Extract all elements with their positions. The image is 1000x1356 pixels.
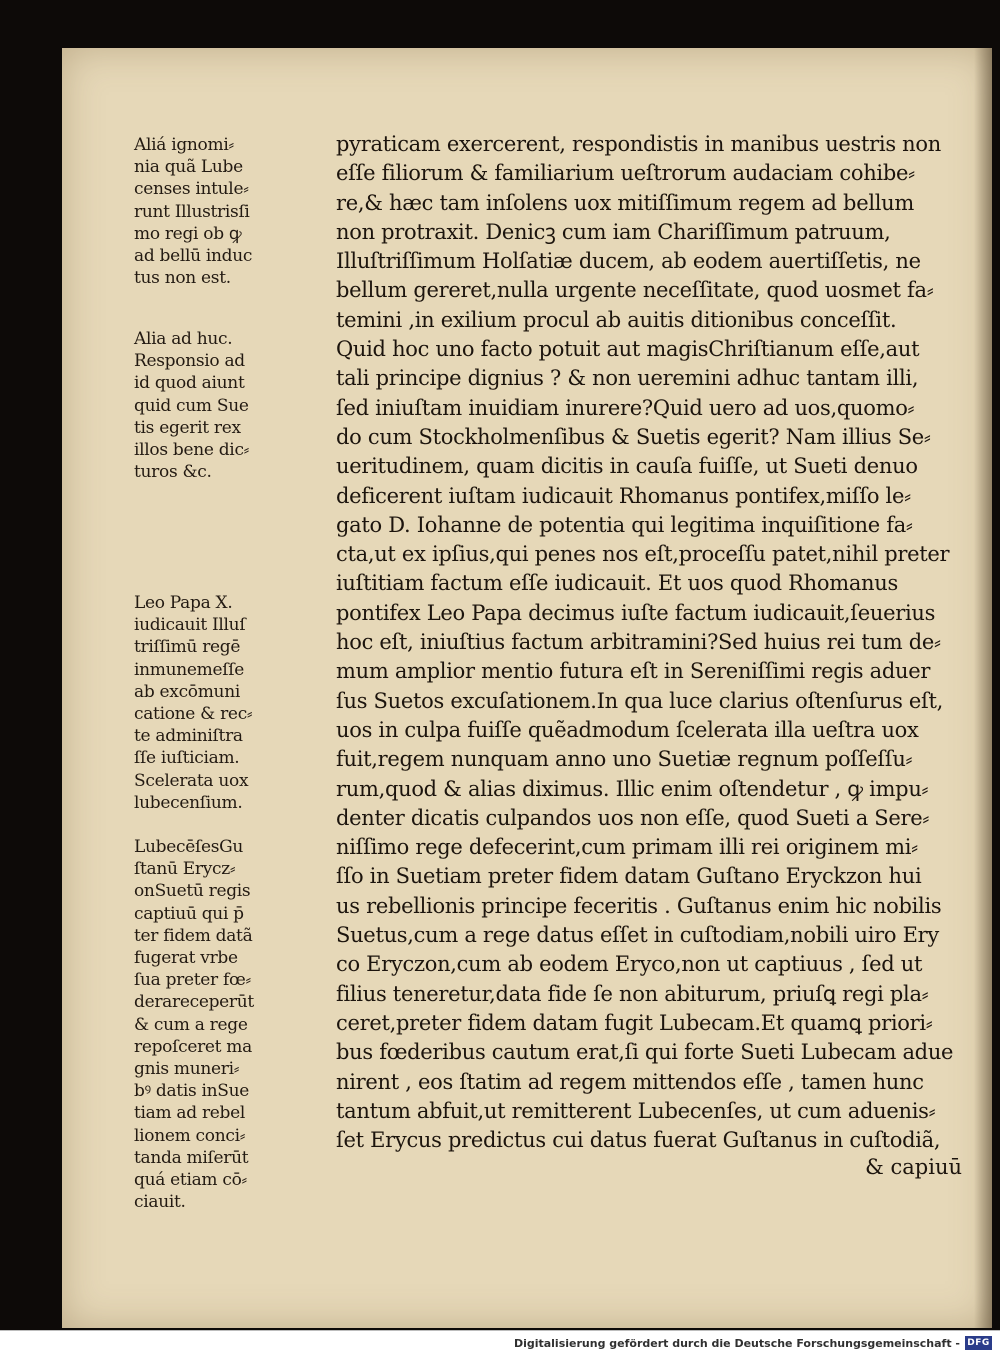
body-line: pyraticam exercerent, respondistis in manibus uestris non xyxy=(336,132,941,156)
page-edge-shadow xyxy=(974,48,992,1328)
body-line: do cum Stockholmenſibus & Suetis egerit? Nam illius Se⸗ xyxy=(336,424,931,449)
margin-note-line: inmunemeſſe xyxy=(134,659,244,680)
margin-note-line: bꝰ datis inSue xyxy=(134,1081,250,1102)
body-line: ſet Erycus predictus cui datus fuerat Guſtanus in cuſtodiã, xyxy=(336,1128,941,1153)
margin-note-line: ſſe iuſticiam. xyxy=(134,748,240,769)
body-line: Suetus,cum a rege datus eſſet in cuſtodiam,nobili uiro Ery xyxy=(336,923,939,948)
catchword: & capiuū xyxy=(865,1155,962,1179)
margin-note-line: iudicauit Illuſ xyxy=(134,615,246,636)
body-line: Quid hoc uno facto potuit aut magisChriſtianum eſſe,aut xyxy=(336,337,920,362)
body-line: hoc eſt, iniuſtius factum arbitramini?Sed huius rei tum de⸗ xyxy=(336,630,941,655)
margin-note-line: quid cum Sue xyxy=(134,395,249,416)
body-line: non protraxit. Denicꝫ cum iam Chariſſimum patruum, xyxy=(336,219,891,244)
body-line: niſſimo rege defecerint,cum primam illi rei originem mi⸗ xyxy=(336,835,918,860)
margin-note-1 xyxy=(134,134,324,289)
body-line: uos in culpa fuiſſe quẽadmodum ſcelerata illa ueſtra uox xyxy=(336,717,919,742)
margin-note-line: ſtanū Erycz⸗ xyxy=(134,859,236,880)
margin-note-line: tis egerit rex xyxy=(134,417,241,438)
body-text xyxy=(336,130,976,1155)
dfg-logo: DFG xyxy=(965,1336,992,1350)
body-line: Illuſtriſſimum Holſatiæ ducem, ab eodem auertiſſetis, ne xyxy=(336,249,921,274)
body-line: gato D. Iohanne de potentia qui legitima inquiſitione fa⸗ xyxy=(336,512,913,537)
margin-note-line: turos &c. xyxy=(134,462,212,483)
margin-note-line: LubecēſesGu xyxy=(134,837,244,857)
margin-note-line: tiam ad rebel xyxy=(134,1103,246,1124)
body-line: ceret,preter fidem datam fugit Lubecam.Et quamꝗ priori⸗ xyxy=(336,1010,933,1035)
footer-funding-text: Digitalisierung gefördert durch die Deutsche Forschungsgemeinschaft - xyxy=(513,1337,960,1350)
body-line: bellum gereret,nulla urgente neceſſitate, quod uosmet fa⸗ xyxy=(336,278,934,303)
body-line: denter dicatis culpandos uos non eſſe, quod Sueti a Sere⸗ xyxy=(336,805,930,830)
margin-note-line: & cum a rege xyxy=(134,1014,248,1035)
margin-note-line: Alia ad huc. xyxy=(134,329,233,349)
body-line: ueritudinem, quam dicitis in cauſa fuiſſe, ut Sueti denuo xyxy=(336,454,918,479)
body-line: rum,quod & alias diximus. Illic enim oſtendetur , ꝙ impu⸗ xyxy=(336,776,929,801)
margin-note-line: quá etiam cō⸗ xyxy=(134,1170,247,1191)
margin-note-4 xyxy=(134,836,324,1213)
margin-note-line: lubecenſium. xyxy=(134,792,243,813)
margin-note-3 xyxy=(134,592,324,814)
body-line: filius teneretur,data fide ſe non abiturum, priuſꝗ regi pla⸗ xyxy=(336,981,929,1006)
margin-note-line: illos bene dic⸗ xyxy=(134,440,250,461)
body-line: pontifex Leo Papa decimus iuſte factum iudicauit,ſeuerius xyxy=(336,600,936,625)
body-line: us rebellionis principe feceritis . Guſtanus enim hic nobilis xyxy=(336,893,942,918)
margin-note-line: tanda miſerūt xyxy=(134,1147,249,1168)
margin-note-line: te adminiſtra xyxy=(134,726,243,747)
margin-note-line: catione & rec⸗ xyxy=(134,704,253,725)
body-line: iuſtitiam factum eſſe iudicauit. Et uos quod Rhomanus xyxy=(336,571,898,596)
body-line: co Eryczon,cum ab eodem Eryco,non ut captiuus , ſed ut xyxy=(336,952,923,977)
margin-note-line: nia quã Lube xyxy=(134,157,243,178)
margin-note-line: censes intule⸗ xyxy=(134,179,249,200)
body-line: fuit,regem nunquam anno uno Suetiæ regnum poſſeſſu⸗ xyxy=(336,747,913,772)
body-line: cta,ut ex ipſius,qui penes nos eſt,proceſſu patet,nihil preter xyxy=(336,542,950,567)
body-line: ſed iniuſtam inuidiam inurere?Quid uero ad uos,quomo⸗ xyxy=(336,395,915,420)
body-line: re,& hæc tam inſolens uox mitiſſimum regem ad bellum xyxy=(336,190,914,215)
margin-note-line: Aliá ignomi⸗ xyxy=(134,135,234,155)
margin-note-line: id quod aiunt xyxy=(134,373,245,394)
margin-note-line: mo regi ob ꝙ xyxy=(134,223,242,244)
body-line: eſſe filiorum & familiarium ueſtrorum audaciam cohibe⸗ xyxy=(336,161,915,186)
margin-note-line: gnis muneri⸗ xyxy=(134,1059,240,1080)
body-line: bus fœderibus cautum erat,ſi qui forte Sueti Lubecam adue xyxy=(336,1040,954,1065)
body-line: nirent , eos ſtatim ad regem mittendos eſſe , tamen hunc xyxy=(336,1069,924,1094)
body-line: temini ,in exilium procul ab auitis ditionibus conceſſit. xyxy=(336,307,897,332)
margin-note-line: onSuetū regis xyxy=(134,881,251,902)
footer-bar xyxy=(0,1330,1000,1356)
body-line: ſſo in Suetiam preter fidem datam Guſtano Eryckzon hui xyxy=(336,864,922,889)
margin-note-line: captiuū qui p̄ xyxy=(134,903,244,924)
margin-note-line: ſua preter fœ⸗ xyxy=(134,970,251,991)
body-line: mum amplior mentio futura eſt in Sereniſſimi regis aduer xyxy=(336,659,931,684)
body-line: tantum abfuit,ut remitterent Lubecenſes, ut cum aduenis⸗ xyxy=(336,1098,936,1123)
margin-note-line: ad bellū induc xyxy=(134,246,253,267)
margin-note-line: lionem conci⸗ xyxy=(134,1125,246,1146)
body-line: ſus Suetos excuſationem.In qua luce clarius oſtenſurus eſt, xyxy=(336,688,944,713)
margin-note-line: Responsio ad xyxy=(134,351,245,372)
margin-note-line: Leo Papa X. xyxy=(134,593,233,613)
body-line: deficerent iuſtam iudicauit Rhomanus pontifex,miſſo le⸗ xyxy=(336,483,911,508)
margin-note-line: Scelerata uox xyxy=(134,770,249,791)
body-line: tali principe dignius ? & non ueremini adhuc tantam illi, xyxy=(336,366,919,391)
margin-note-line: ciauit. xyxy=(134,1192,186,1213)
margin-note-2 xyxy=(134,328,324,483)
margin-note-line: fugerat vrbe xyxy=(134,948,238,969)
margin-note-line: triſſimū regē xyxy=(134,637,241,658)
margin-note-line: repoſceret ma xyxy=(134,1036,252,1057)
margin-note-line: ter fidem datã xyxy=(134,925,253,946)
margin-note-line: runt Illustrisſi xyxy=(134,201,250,222)
margin-note-line: derareceperūt xyxy=(134,992,254,1013)
margin-note-line: tus non est. xyxy=(134,268,231,289)
margin-note-line: ab excōmuni xyxy=(134,681,240,702)
